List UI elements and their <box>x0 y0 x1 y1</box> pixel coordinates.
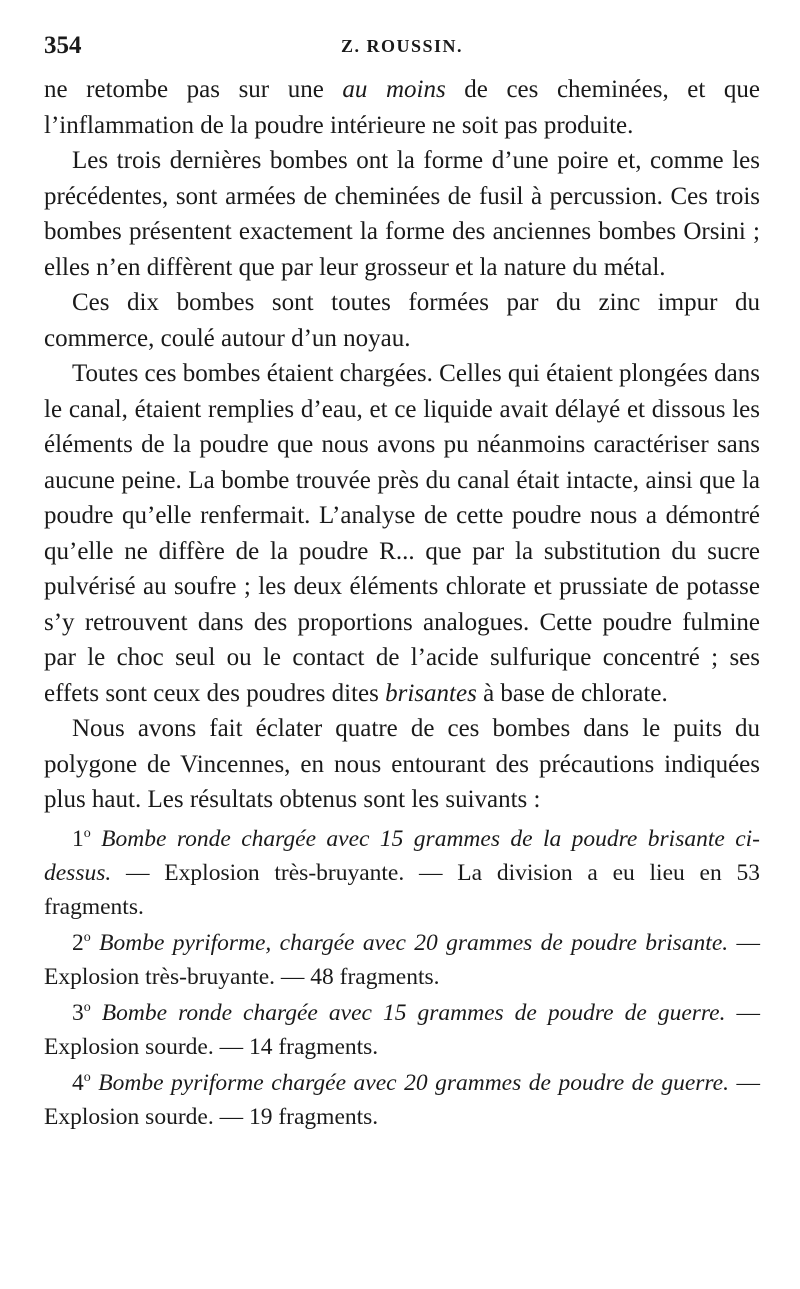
result-outcome: — Explosion sourde. — 14 fragments. <box>44 999 761 1060</box>
paragraph-1-text-a: ne retombe pas sur une <box>44 76 343 103</box>
result-description: Bombe pyriforme chargée avec 20 grammes de poudre de guerre. <box>98 1069 729 1096</box>
results-list <box>44 822 760 1134</box>
paragraph-5: Nous avons fait éclater quatre de ces bombes dans le puits du polygone de Vincennes, en nous entourant des précautions indiquées plus haut. Les résultats obtenus sont les suivants : <box>44 715 760 813</box>
result-description: Bombe pyriforme, chargée avec 20 grammes de poudre brisante. <box>99 929 729 956</box>
result-outcome: — Explosion très-bruyante. — 48 fragments. <box>44 929 761 990</box>
result-item-2 <box>44 926 760 994</box>
result-number: 1 <box>72 825 84 852</box>
ordinal-mark: o <box>83 825 91 841</box>
result-number: 4 <box>72 1069 84 1096</box>
ordinal-mark: o <box>83 929 91 945</box>
paragraph-1-italic: au moins <box>342 76 446 103</box>
book-page <box>44 28 760 1136</box>
paragraph-1 <box>44 72 760 143</box>
paragraph-2: Les trois dernières bombes ont la forme d’une poire et, comme les précédentes, sont armées de cheminées de fusil à percussion. Ces trois bombes présentent exactement la forme des anciennes bombes Orsini ; elles n’en diffèrent que par leur grosseur et la nature du métal. <box>44 147 760 281</box>
page-header <box>44 28 760 72</box>
ordinal-mark: o <box>83 1069 91 1085</box>
page-number: 354 <box>44 32 82 59</box>
body-text <box>44 72 760 818</box>
result-description: Bombe ronde chargée avec 15 grammes de la poudre brisante ci-dessus. <box>44 825 760 886</box>
paragraph-4-text-b: à base de chlorate. <box>476 679 668 707</box>
result-outcome: — Explosion très-bruyante. — La division a eu lieu en 53 fragments. <box>44 859 760 920</box>
result-number: 3 <box>72 999 84 1026</box>
result-item-4 <box>44 1066 760 1134</box>
result-item-3 <box>44 996 760 1064</box>
paragraph-3: Ces dix bombes sont toutes formées par du zinc impur du commerce, coulé autour d’un noyau. <box>44 289 760 352</box>
result-item-1 <box>44 822 760 924</box>
running-head: Z. ROUSSIN. <box>340 36 464 56</box>
paragraph-4 <box>44 356 760 711</box>
paragraph-1-text-b: de ces cheminées, et que l’inflammation de la poudre intérieure ne soit pas produite. <box>44 76 760 139</box>
result-description: Bombe ronde chargée avec 15 grammes de poudre de guerre. <box>101 999 726 1026</box>
paragraph-4-text-a: Toutes ces bombes étaient chargées. Celles qui étaient plongées dans le canal, étaient remplies d’eau, et ce liquide avait délayé et dissous les éléments de la poudre que nous avons pu néanmoins caractériser sans aucune peine. La bombe trouvée près du canal était intacte, ainsi que la poudre qu’elle renfermait. L’analyse de cette poudre nous a démontré qu’elle ne diffère de la poudre R... que par la substitution du sucre pulvérisé au soufre ; les deux éléments chlorate et prussiate de potasse s’y retrouvent dans des proportions analogues. Cette poudre fulmine par le choc seul ou le contact de l’acide sulfurique concentré ; ses effets sont ceux des poudres dites <box>44 360 760 707</box>
result-outcome: — Explosion sourde. — 19 fragments. <box>44 1069 761 1130</box>
ordinal-mark: o <box>83 999 91 1015</box>
result-number: 2 <box>72 929 84 956</box>
paragraph-4-italic: brisantes <box>385 679 477 707</box>
